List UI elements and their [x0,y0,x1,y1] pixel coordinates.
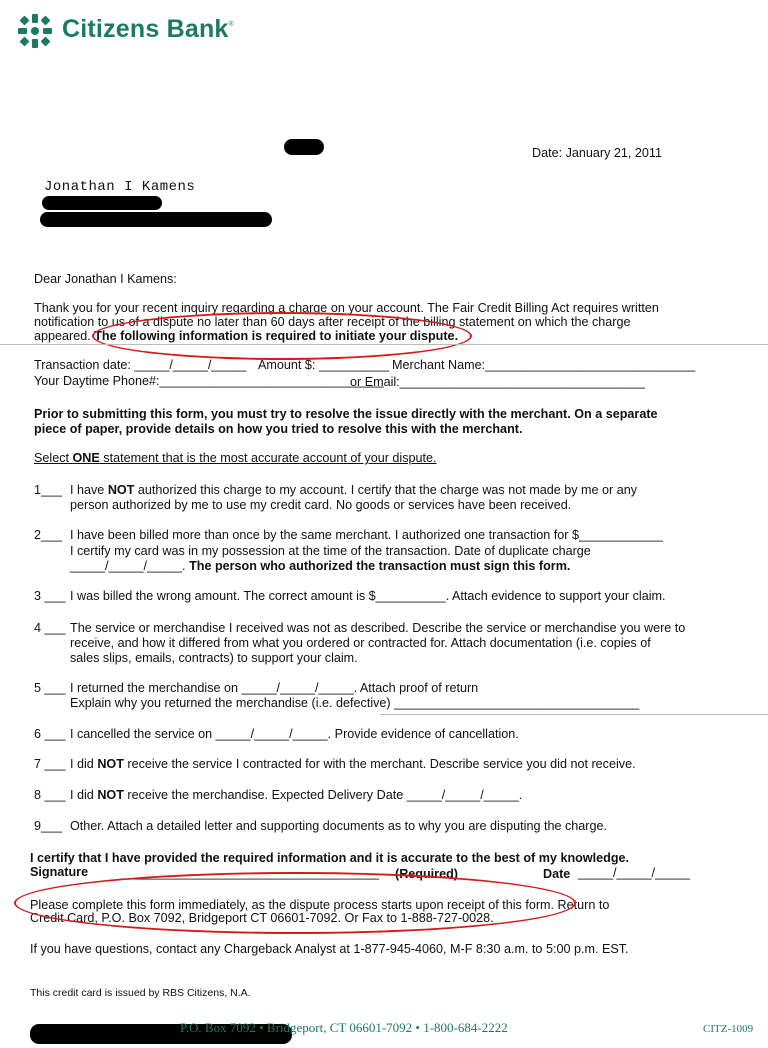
option-text: I was billed the wrong amount. The correct amount is $__________. Attach evidence to support your claim. [70,589,666,603]
option-text: Other. Attach a detailed letter and supporting documents as to why you are disputing the charge. [70,819,607,833]
complete-instruction: Please complete this form immediately, as the dispute process starts upon receipt of this form. Return to [30,898,610,912]
phone-field: Your Daytime Phone#:________________________________ [34,374,384,388]
signature-label: Signature [30,865,89,879]
option-number: 4 ___ [34,621,66,635]
option-number: 5 ___ [34,681,66,695]
prior-instruction: piece of paper, provide details on how you tried to resolve this with the merchant. [34,422,523,436]
date-blank: _____/_____/_____ [578,866,691,880]
complete-instruction: Credit Card, P.O. Box 7092, Bridgeport CT 06601-7092. Or Fax to 1-888-727-0028. [30,911,494,925]
option-text: I have been billed more than once by the same merchant. I authorized one transaction for $____________ [70,528,664,542]
salutation: Dear Jonathan I Kamens: [34,272,177,286]
footer-code: CITZ-1009 [703,1023,754,1035]
option-text: sales slips, emails, contracts) to support your claim. [70,651,358,665]
intro-line: Thank you for your recent inquiry regarding a charge on your account. The Fair Credit Billing Act requires written [34,301,659,315]
select-one-heading: Select ONE statement that is the most accurate account of your dispute. [34,451,437,465]
option-text: I returned the merchandise on _____/_____/_____. Attach proof of return [70,681,479,695]
intro-line: appeared. The following information is required to initiate your dispute. [34,329,459,343]
scan-artifact [0,344,768,345]
option-text: I have NOT authorized this charge to my account. I certify that the charge was not made by me or any [70,483,638,497]
redaction [284,139,324,155]
option-text: The service or merchandise I received was not as described. Describe the service or merchandise you were to [70,621,686,635]
recipient-name: Jonathan I Kamens [44,179,196,195]
footer-address: P.O. Box 7092 • Bridgeport, CT 06601-7092 • 1-800-684-2222 [180,1020,508,1035]
option-text: receive, and how it differed from what you ordered or contracted for. Attach documentation (i.e. copies of [70,636,651,650]
redaction [40,212,272,227]
email-field: or Email:___________________________________ [350,375,645,389]
intro-line: notification to us of a dispute no later than 60 days after receipt of the billing statement on which the charge [34,315,631,329]
scan-artifact [380,714,768,715]
option-number: 9___ [34,819,63,833]
option-number: 1___ [34,483,63,497]
redaction [42,196,162,210]
option-text: I cancelled the service on _____/_____/_____. Provide evidence of cancellation. [70,727,519,741]
option-number: 7 ___ [34,757,66,771]
option-text: _____/_____/_____. The person who authorized the transaction must sign this form. [70,559,571,573]
bank-name: Citizens Bank® [62,15,234,43]
red-ellipse-annotation [92,312,472,360]
option-number: 6 ___ [34,727,66,741]
option-number: 2___ [34,528,63,542]
certification-statement: I certify that I have provided the required information and it is accurate to the best of my knowledge. [30,851,630,865]
date-label: Date [543,867,571,881]
option-text: I did NOT receive the merchandise. Expected Delivery Date _____/_____/_____. [70,788,523,802]
signature-line: _____________________________________ [120,866,380,880]
citizens-bank-logo-icon [18,14,52,48]
option-text: Explain why you returned the merchandise (i.e. defective) ___________________________________ [70,696,640,710]
option-number: 3 ___ [34,589,66,603]
merchant-name-field: Merchant Name:______________________________ [392,358,696,372]
issuer-note: This credit card is issued by RBS Citizens, N.A. [30,987,251,999]
required-label: (Required) [395,867,458,881]
questions-contact: If you have questions, contact any Chargeback Analyst at 1-877-945-4060, M-F 8:30 a.m. to 5:00 p.m. EST. [30,942,629,956]
red-ellipse-annotation [14,872,576,934]
amount-field: Amount $: __________ [258,358,389,372]
transaction-date-field: Transaction date: _____/_____/_____ [34,358,247,372]
letter-date: Date: January 21, 2011 [532,146,662,160]
option-number: 8 ___ [34,788,66,802]
option-text: I certify my card was in my possession at the time of the transaction. Date of duplicate charge [70,544,591,558]
option-text: I did NOT receive the service I contracted for with the merchant. Describe service you did not receive. [70,757,636,771]
option-text: person authorized by me to use my credit card. No goods or services have been received. [70,498,572,512]
prior-instruction: Prior to submitting this form, you must try to resolve the issue directly with the merchant. On a separate [34,407,658,421]
